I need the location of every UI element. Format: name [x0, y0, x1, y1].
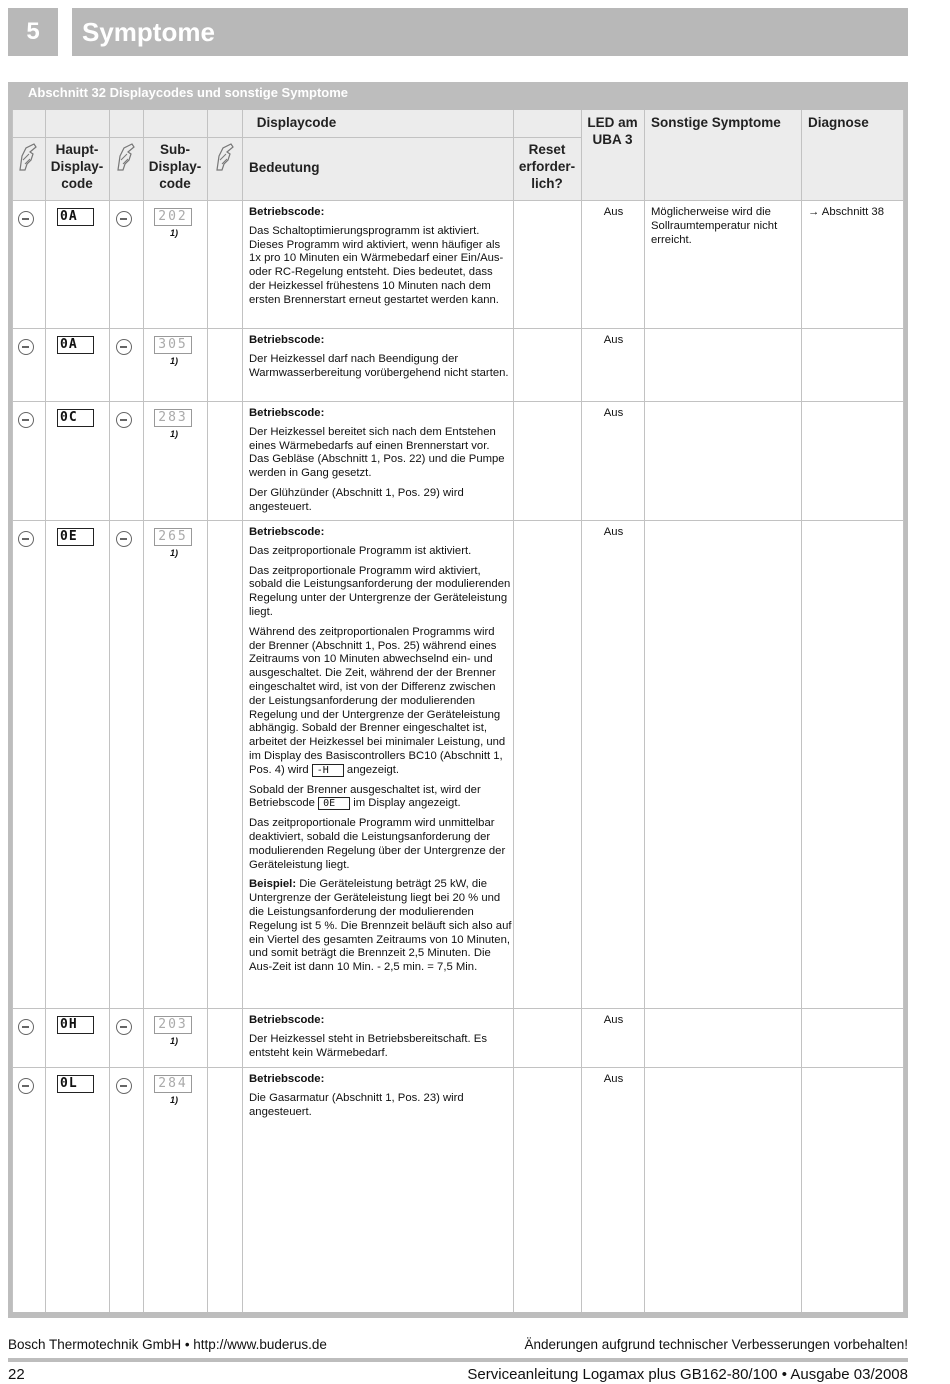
- footnote-mark: 1): [170, 356, 179, 366]
- sub-display-code: 305: [154, 336, 192, 354]
- meaning-paragraph: Das zeitproportionale Programm ist aktiviert.: [249, 544, 472, 557]
- example-text: Die Geräteleistung beträgt 25 kW, die Untergrenze der Geräteleistung liegt bei 20 % und die Leistungsanforderung der modulierenden Regelung ist 5 %. Die Brennzeit beläuft sich also auf ein Viertel des gesamten Zeitraums von 10 Minuten, und somit beträgt die Brennzeit 2,5 Minuten. Die Aus-Zeit ist dann 10 Min. - 2,5 min. = 7,5 Min.: [249, 878, 512, 974]
- meaning-text: [249, 526, 512, 981]
- code-label: Betriebscode:: [249, 334, 325, 346]
- other-symptom: Möglicherweise wird die Sollraumtemperatur nicht erreicht.: [651, 206, 778, 246]
- footer-divider: [8, 1358, 908, 1362]
- symptom-table: [12, 110, 904, 1312]
- main-display-code: 0E: [57, 528, 94, 546]
- wrench-icon: [116, 211, 132, 227]
- main-display-code: 0A: [57, 208, 94, 226]
- footnote-mark: 1): [170, 548, 179, 558]
- header-haupt: Haupt- Display- code: [50, 142, 104, 191]
- meaning-paragraph: Der Glühzünder (Abschnitt 1, Pos. 29) wird angesteuert.: [249, 486, 464, 513]
- code-label: Betriebscode:: [249, 526, 325, 538]
- wrench-icon: [18, 412, 34, 428]
- wrench-icon: [116, 1019, 132, 1035]
- wrench-icon: [116, 339, 132, 355]
- led-status: Aus: [603, 1014, 624, 1026]
- meaning-text-span: Während des zeitproportionalen Programms wird der Brenner (Abschnitt 1, Pos. 25) während eines Zeitraums von 10 Minuten abwechselnd ein- und ausgeschaltet. Die Zeit, während der der Brenner eingeschaltet wird, ist von der Differenz zwischen der Leistungsanforderung der modulierenden Regelung und der Untergrenze der Geräteleistung abhängig. Sobald der Brenner eingeschaltet ist, arbeitet der Heizkessel bei minimaler Leistung, und im Display des Basiscontrollers BC10 (Abschnitt 1, Pos. 4) wird: [249, 625, 506, 776]
- example-paragraph: [249, 878, 512, 975]
- footer-company: Bosch Thermotechnik GmbH • http://www.buderus.de: [8, 1337, 327, 1352]
- main-display-code: 0A: [57, 336, 94, 354]
- wrench-icon: [18, 1078, 34, 1094]
- header-displaycode: Displaycode: [256, 115, 337, 130]
- footnote-mark: 1): [170, 1095, 179, 1105]
- hand-tool-icon: [214, 142, 236, 172]
- sub-display-code: 265: [154, 528, 192, 546]
- manual-title: Serviceanleitung Logamax plus GB162-80/100 • Ausgabe 03/2008: [467, 1366, 908, 1383]
- table-frame: [8, 82, 908, 1318]
- meaning-text: [249, 1014, 512, 1066]
- header-reset: Reset erforder- lich?: [518, 142, 576, 191]
- example-label: Beispiel:: [249, 878, 297, 891]
- chapter-number: 5: [8, 8, 58, 56]
- section-title: Abschnitt 32 Displaycodes und sonstige Symptome: [28, 85, 349, 100]
- header-sub: Sub- Display- code: [148, 142, 202, 191]
- inline-display-code: 0E: [318, 797, 350, 810]
- meaning-paragraph: [249, 784, 512, 812]
- wrench-icon: [18, 531, 34, 547]
- meaning-paragraph: Der Heizkessel bereitet sich nach dem Entstehen eines Wärmebedarfs auf einen Brennerstart vor. Das Gebläse (Abschnitt 1, Pos. 22) und die Pumpe werden in Gang gesetzt.: [249, 425, 505, 480]
- footnote-mark: 1): [170, 228, 179, 238]
- header-diagnose: Diagnose: [808, 115, 869, 130]
- table-row: [12, 1008, 904, 1067]
- footer-notice: Änderungen aufgrund technischer Verbesserungen vorbehalten!: [524, 1337, 908, 1352]
- table-row: [12, 401, 904, 520]
- meaning-text: [249, 334, 512, 386]
- led-status: Aus: [603, 526, 624, 538]
- page-number: 22: [8, 1366, 25, 1383]
- code-label: Betriebscode:: [249, 206, 325, 218]
- meaning-text: [249, 206, 512, 314]
- main-display-code: 0H: [57, 1016, 94, 1034]
- code-label: Betriebscode:: [249, 1014, 325, 1026]
- led-status: Aus: [603, 206, 624, 218]
- diagnosis-link[interactable]: → Abschnitt 38: [808, 206, 884, 218]
- table-row: [12, 1067, 904, 1312]
- meaning-paragraph: Die Gasarmatur (Abschnitt 1, Pos. 23) wird angesteuert.: [249, 1091, 464, 1118]
- footnote-mark: 1): [170, 429, 179, 439]
- meaning-paragraph: Der Heizkessel darf nach Beendigung der Warmwasserbereitung vorübergehend nicht starten.: [249, 352, 509, 379]
- meaning-paragraph: Das Schaltoptimierungsprogramm ist aktiviert. Dieses Programm wird aktiviert, wenn häufiger als 1x pro 10 Minuten ein Wärmebedarf einer Ein/Aus- oder RC-Regelung entsteht. Dies bedeutet, dass der Heizkessel frühestens 10 Minuten nach dem ersten Brennerstart erneut gestartet werden kann.: [249, 224, 504, 306]
- table-row: [12, 520, 904, 1008]
- table-row: [12, 328, 904, 401]
- sub-display-code: 202: [154, 208, 192, 226]
- sub-display-code: 203: [154, 1016, 192, 1034]
- wrench-icon: [116, 1078, 132, 1094]
- meaning-paragraph: Der Heizkessel steht in Betriebsbereitschaft. Es entsteht kein Wärmebedarf.: [249, 1032, 487, 1059]
- main-display-code: 0L: [57, 1075, 94, 1093]
- wrench-icon: [18, 339, 34, 355]
- wrench-icon: [116, 531, 132, 547]
- sub-display-code: 284: [154, 1075, 192, 1093]
- table-row: [12, 200, 904, 328]
- meaning-paragraph: Das zeitproportionale Programm wird unmittelbar deaktiviert, sobald die Leistungsanforderung der modulierenden Regelung über der Untergrenze der Geräteleistung liegt.: [249, 817, 506, 871]
- led-status: Aus: [603, 334, 624, 346]
- code-label: Betriebscode:: [249, 407, 325, 419]
- led-status: Aus: [603, 407, 624, 419]
- hand-tool-icon: [17, 142, 39, 172]
- meaning-paragraph: [249, 626, 512, 778]
- inline-display-code: -H: [312, 764, 344, 777]
- meaning-paragraph: Das zeitproportionale Programm wird aktiviert, sobald die Leistungsanforderung der modulierenden Regelung unter der Untergrenze der Geräteleistung liegt.: [249, 564, 511, 618]
- meaning-text-span: angezeigt.: [346, 763, 400, 776]
- sub-display-code: 283: [154, 409, 192, 427]
- meaning-text-span: im Display angezeigt.: [353, 797, 461, 810]
- meaning-text: [249, 1073, 512, 1125]
- wrench-icon: [116, 412, 132, 428]
- header-sonstige: Sonstige Symptome: [651, 115, 781, 130]
- header-led: LED am UBA 3: [587, 115, 638, 147]
- header-bedeutung: Bedeutung: [249, 160, 320, 175]
- main-display-code: 0C: [57, 409, 94, 427]
- meaning-text: [249, 407, 512, 521]
- hand-tool-icon: [115, 142, 137, 172]
- meaning-text-span: Sobald der Brenner ausgeschaltet ist, wird der Betriebscode: [249, 783, 481, 810]
- chapter-title: Symptome: [72, 8, 908, 56]
- wrench-icon: [18, 211, 34, 227]
- code-label: Betriebscode:: [249, 1073, 325, 1085]
- footnote-mark: 1): [170, 1036, 179, 1046]
- led-status: Aus: [603, 1073, 624, 1085]
- wrench-icon: [18, 1019, 34, 1035]
